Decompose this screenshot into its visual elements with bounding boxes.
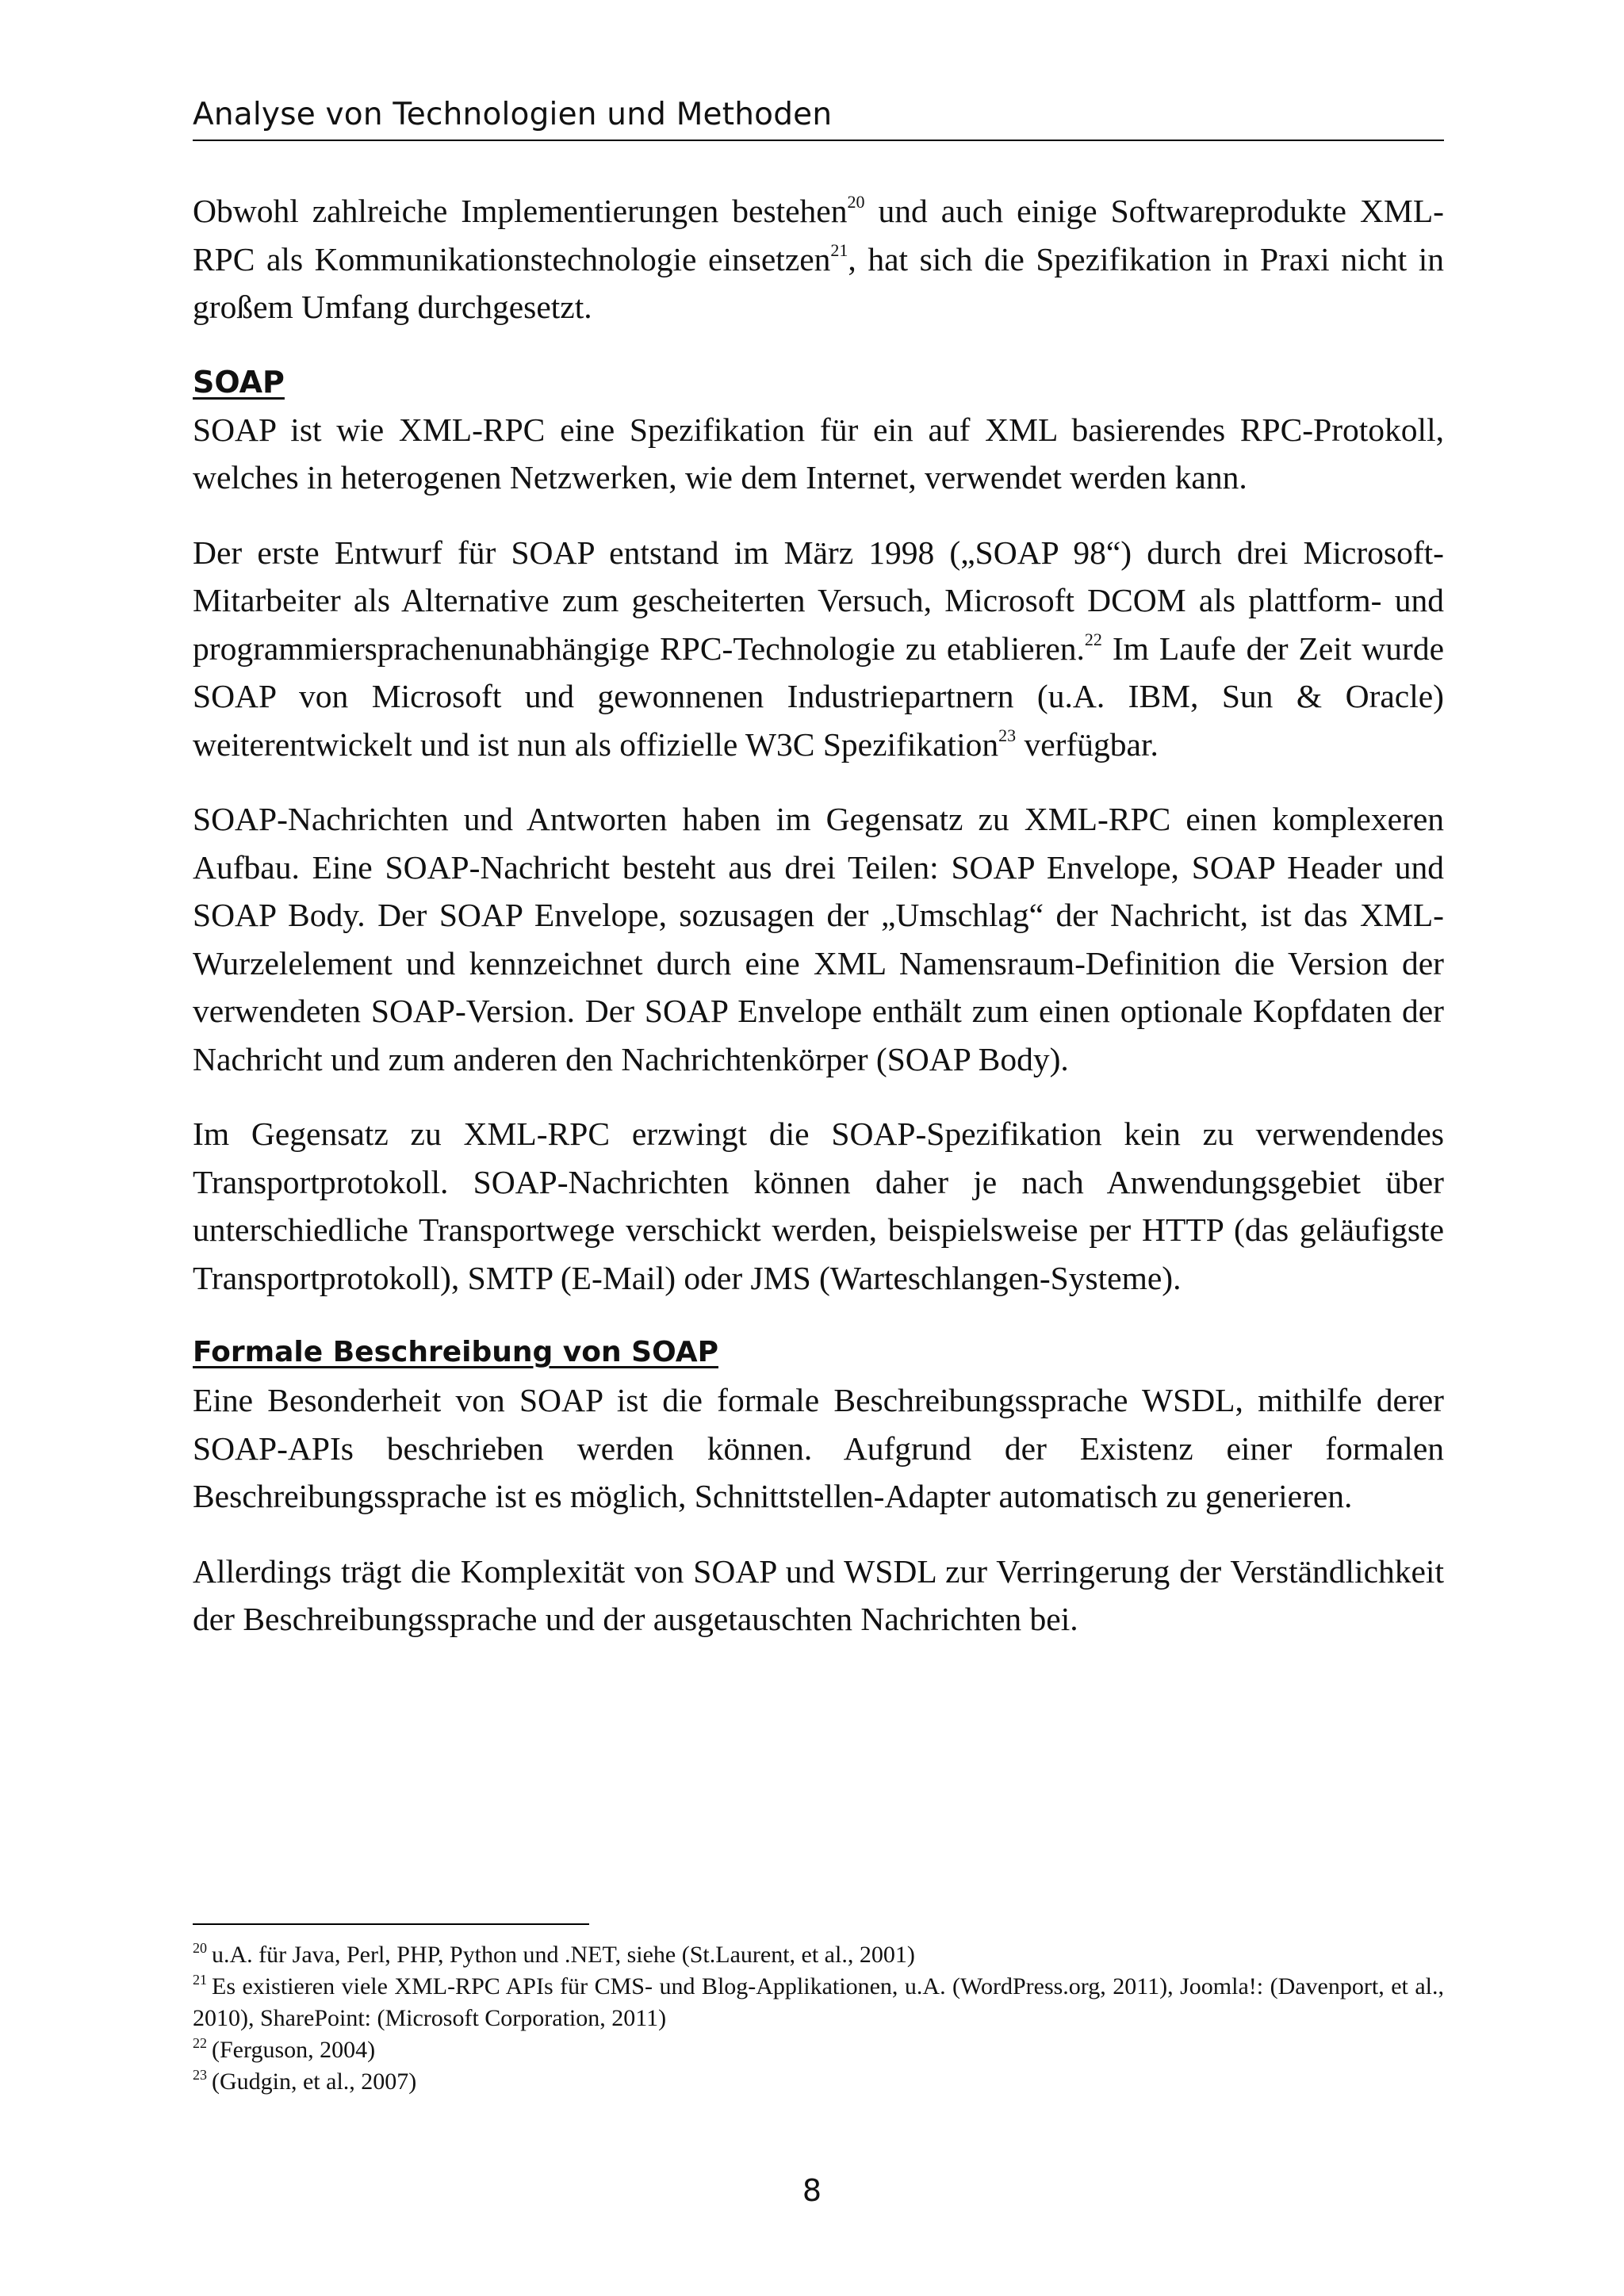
paragraph-soap-history: Der erste Entwurf für SOAP entstand im März 1998 („SOAP 98“) durch drei Microsoft-Mitarbeiter als Alternative zum gescheiterten Versuch, Microsoft DCOM als plattform- und programmiersprachenunabhängige RPC-Technologie zu etablieren.$^{22}$ Im Laufe der Zeit wurde SOAP von Microsoft und gewonnenen Industriepartnern (u.A. IBM, Sun & Oracle) weiterentwickelt und ist nun als offizielle W3C Spezifikation$^{23}$ verfügbar.: [193, 534, 1445, 763]
paragraph-soap-transport: Im Gegensatz zu XML-RPC erzwingt die SOAP-Spezifikation kein zu verwendendes Transportprotokoll. SOAP-Nachrichten können daher je nach Anwendungsgebiet über unterschiedliche Transportwege verschickt werden, beispielsweise per HTTP (das geläufigste Transportprotokoll), SMTP (E-Mail) oder JMS (Warteschlangen-Systeme).: [193, 1115, 1444, 1296]
footnote-ref-20[interactable]: 20: [847, 192, 865, 212]
footnote-number: 21: [193, 1972, 207, 1988]
footnote-text: Es existieren viele XML-RPC APIs für CMS- und Blog-Applikationen, u.A. (WordPress.org, 2011), Joomla!: (Davenport, et al., 2010), SharePoint: (Microsoft Corporation, 2011): [193, 1973, 1444, 2031]
running-header: Analyse von Technologien und Methoden: [193, 97, 833, 132]
header-rule: [193, 140, 1444, 141]
paragraph-wsdl: Eine Besonderheit von SOAP ist die formale Beschreibungssprache WSDL, mithilfe derer SOAP-APIs beschrieben werden können. Aufgrund der Existenz einer formalen Beschreibungssprache ist es möglich, Schnittstellen-Adapter automatisch zu generieren.: [193, 1382, 1444, 1514]
footnote-text: (Gudgin, et al., 2007): [212, 2068, 417, 2095]
footnote-ref-22[interactable]: 22: [1084, 629, 1102, 649]
footnote-text: u.A. für Java, Perl, PHP, Python und .NET, siehe (St.Laurent, et al., 2001): [212, 1942, 915, 1968]
page-number: 8: [802, 2173, 822, 2208]
footnote-20: [193, 1939, 1444, 1971]
footnote-number: 23: [193, 2067, 207, 2083]
paragraph-soap-intro: SOAP ist wie XML-RPC eine Spezifikation für ein auf XML basierendes RPC-Protokoll, welches in heterogenen Netzwerken, wie dem Internet, verwendet werden kann.: [193, 411, 1444, 496]
paragraph-soap-message-structure: SOAP-Nachrichten und Antworten haben im Gegensatz zu XML-RPC einen komplexeren Aufbau. Eine SOAP-Nachricht besteht aus drei Teilen: SOAP Envelope, SOAP Header und SOAP Body. Der SOAP Envelope, sozusagen der „Umschlag“ der Nachricht, ist das XML-Wurzelelement und kennzeichnet durch eine XML Namensraum-Definition die Version der verwendeten SOAP-Version. Der SOAP Envelope enthält zum einen optionale Kopfdaten der Nachricht und zum anderen den Nachrichtenkörper (SOAP Body).: [193, 801, 1444, 1077]
body-text: [193, 187, 1444, 1670]
footnote-23: [193, 2066, 1444, 2098]
footnote-number: 20: [193, 1940, 207, 1956]
footnote-22: [193, 2034, 1444, 2066]
footnote-ref-21[interactable]: 21: [830, 239, 848, 260]
footnotes: [193, 1939, 1444, 2098]
section-heading-soap: SOAP: [193, 364, 285, 400]
footnote-number: 22: [193, 2035, 207, 2051]
footnote-text: (Ferguson, 2004): [212, 2037, 376, 2063]
footnote-21: [193, 1971, 1444, 2034]
paragraph-complexity: Allerdings trägt die Komplexität von SOAP und WSDL zur Verringerung der Verständlichkeit der Beschreibungssprache und der ausgetauschten Nachrichten bei.: [193, 1552, 1444, 1637]
footnote-rule: [193, 1923, 589, 1925]
footnote-ref-23[interactable]: 23: [998, 725, 1017, 745]
paragraph-implementations: Obwohl zahlreiche Implementierungen bestehen$^{20}$ und auch einige Softwareprodukte XML-RPC als Kommunikationstechnologie einsetzen$^{21}$, hat sich die Spezifikation in Praxi nicht in großem Umfang durchgesetzt.: [193, 192, 1445, 325]
section-heading-formal-description: Formale Beschreibung von SOAP: [193, 1336, 718, 1368]
